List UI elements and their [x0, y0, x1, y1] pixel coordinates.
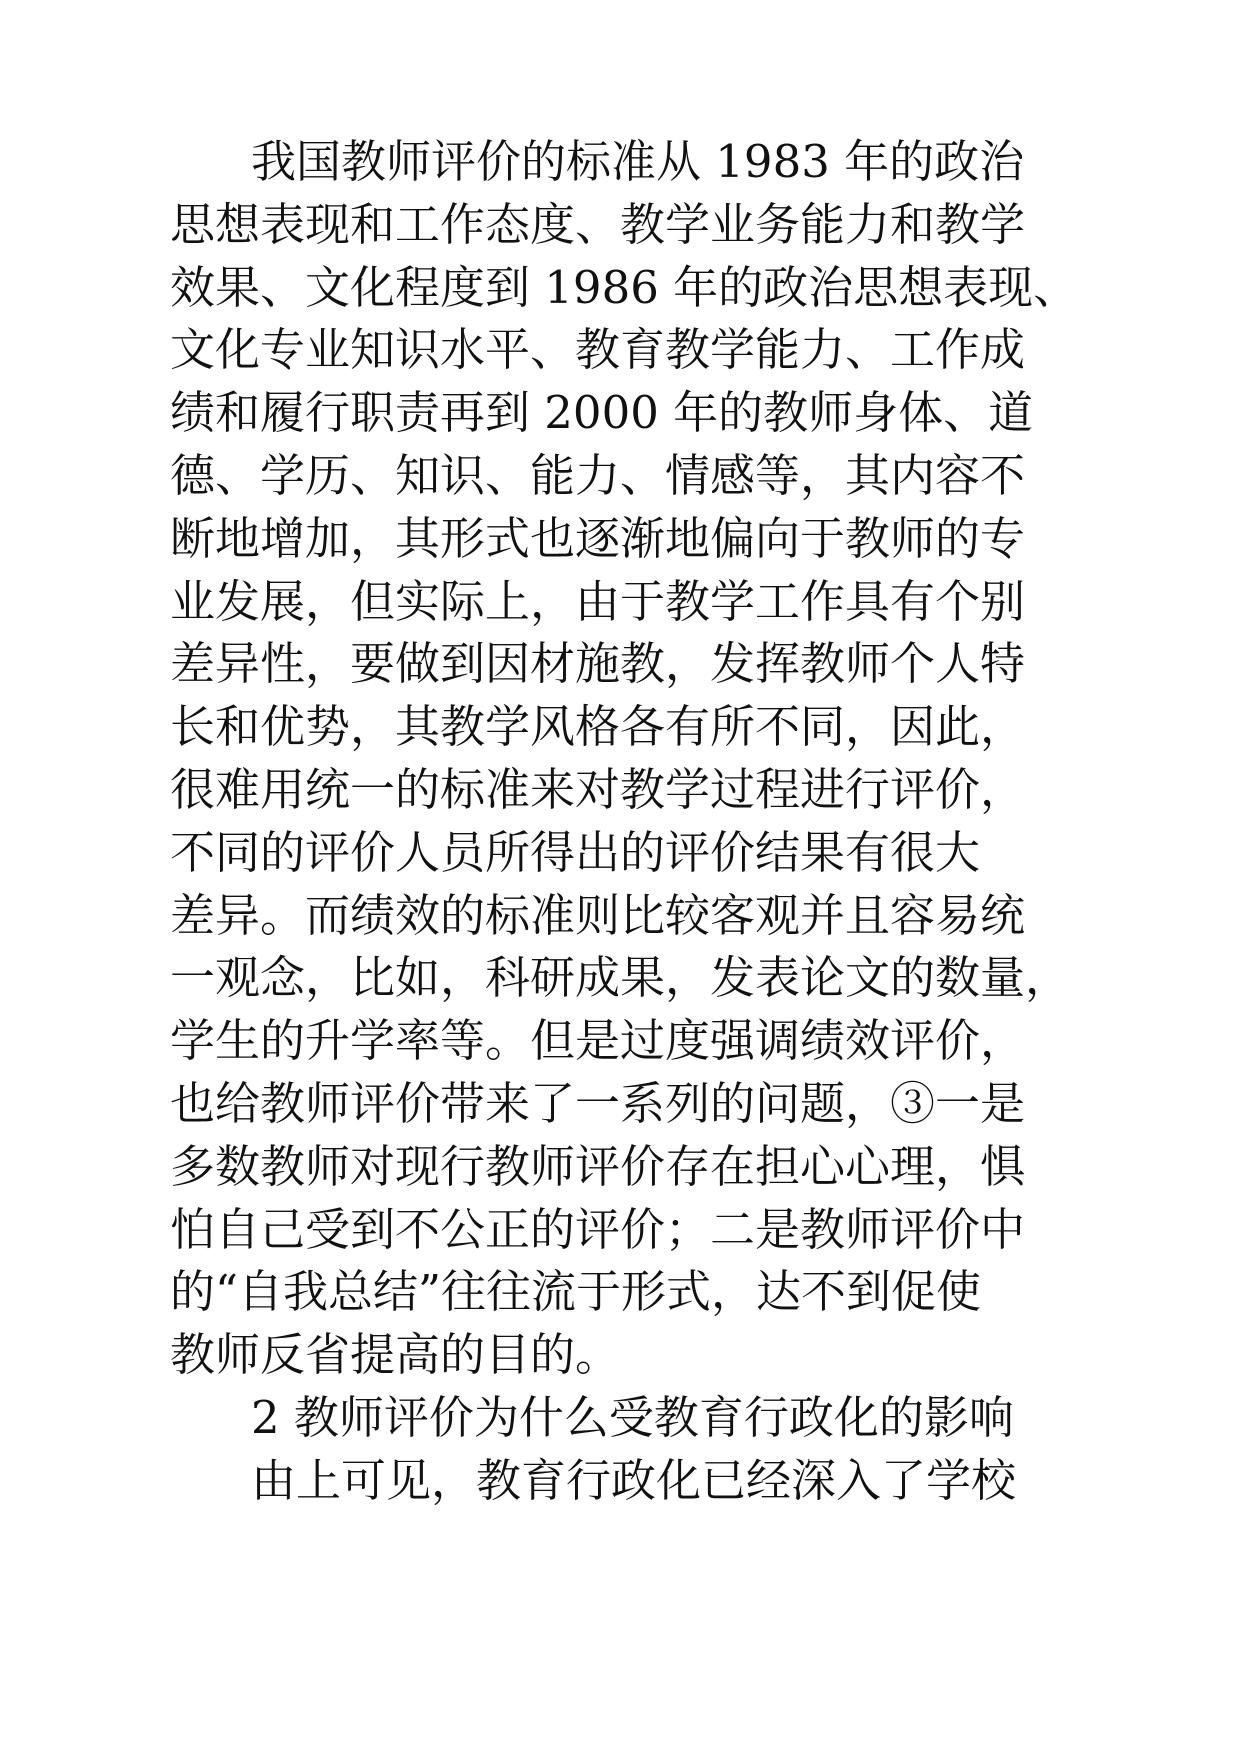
- text-line: 业发展，但实际上，由于教学工作具有个别: [170, 575, 1026, 628]
- text-line: 教师反省提高的目的。: [170, 1328, 621, 1381]
- text-line: 怕自己受到不公正的评价；二是教师评价中: [170, 1203, 1026, 1256]
- text-line: 不同的评价人员所得出的评价结果有很大: [170, 826, 981, 879]
- text-line: 断地增加，其形式也逐渐地偏向于教师的专: [170, 512, 1026, 565]
- text-line: 长和优势，其教学风格各有所不同，因此，: [170, 700, 1026, 753]
- text-line: 效果、文化程度到 1986 年的政治思想表现、: [170, 261, 1079, 314]
- section-heading: 2 教师评价为什么受教育行政化的影响: [251, 1391, 1014, 1444]
- text-line: 差异性，要做到因材施教，发挥教师个人特: [170, 637, 1026, 690]
- text-line: 很难用统一的标准来对教学过程进行评价，: [170, 763, 1026, 816]
- text-line: 德、学历、知识、能力、情感等，其内容不: [170, 449, 1026, 502]
- text-line: 绩和履行职责再到 2000 年的教师身体、道: [170, 386, 1034, 439]
- text-line: 也给教师评价带来了一系列的问题，③一是: [170, 1077, 1026, 1130]
- text-line: 由上可见，教育行政化已经深入了学校: [251, 1454, 1017, 1507]
- text-line: 多数教师对现行教师评价存在担心心理，惧: [170, 1140, 1026, 1193]
- text-line: 的“自我总结”往往流于形式，达不到促使: [170, 1265, 982, 1318]
- text-line: 差异。而绩效的标准则比较客观并且容易统: [170, 889, 1026, 942]
- text-line: 我国教师评价的标准从 1983 年的政治: [251, 135, 1025, 188]
- text-line: 思想表现和工作态度、教学业务能力和教学: [170, 198, 1026, 251]
- text-line: 文化专业知识水平、教育教学能力、工作成: [170, 323, 1026, 376]
- text-line: 学生的升学率等。但是过度强调绩效评价，: [170, 1014, 1026, 1067]
- text-line: 一观念，比如，科研成果，发表论文的数量，: [170, 951, 1071, 1004]
